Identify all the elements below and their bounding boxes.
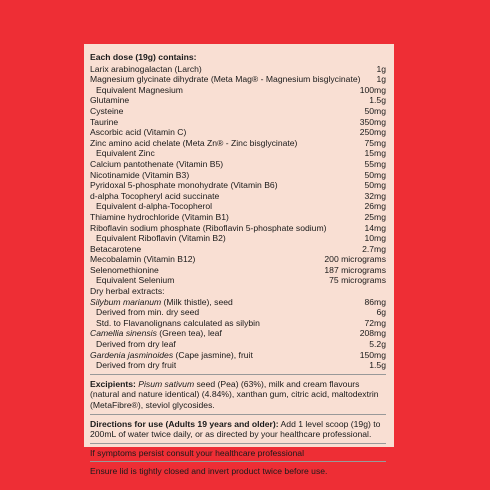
ingredient-amount: 1g: [376, 63, 386, 74]
ingredient-name: Equivalent Selenium: [96, 275, 175, 286]
ingredient-name: Equivalent Riboflavin (Vitamin B2): [96, 233, 226, 244]
ingredient-amount: 208mg: [359, 328, 386, 339]
ingredient-amount: 10mg: [364, 233, 386, 244]
excipients-italic: Pisum sativum: [138, 378, 195, 389]
storage-text: Ensure lid is tightly closed and invert product twice before use.: [90, 466, 328, 477]
ingredient-row: [90, 148, 386, 159]
ingredient-row: [90, 254, 386, 265]
ingredient-amount: 250mg: [359, 127, 386, 138]
divider: [90, 443, 386, 444]
ingredient-amount: 150mg: [359, 349, 386, 360]
ingredient-name: Zinc amino acid chelate (Meta Zn® - Zinc bisglycinate): [90, 137, 298, 148]
ingredient-name: d-alpha Tocopheryl acid succinate: [90, 190, 220, 201]
ingredient-name: Derived from dry leaf: [96, 339, 176, 350]
ingredient-common-name: (Milk thistle), seed: [161, 296, 233, 307]
ingredient-row: [90, 212, 386, 223]
ingredient-amount: 2.7mg: [362, 243, 386, 254]
directions-paragraph: [90, 419, 386, 440]
ingredient-amount: 1.5g: [369, 360, 386, 371]
divider: [90, 414, 386, 415]
ingredient-name: Derived from min. dry seed: [96, 307, 200, 318]
ingredient-row: [90, 201, 386, 212]
directions-text: Add 1 level scoop (19g) to 200mL of water twice daily, or as directed by your healthcare professional.: [90, 418, 381, 440]
ingredient-amount: 5.2g: [369, 339, 386, 350]
ingredient-row: [90, 233, 386, 244]
ingredient-row: [90, 350, 386, 361]
ingredient-name: Equivalent Magnesium: [96, 84, 183, 95]
ingredient-name: Calcium pantothenate (Vitamin B5): [90, 158, 224, 169]
divider: [90, 461, 386, 462]
ingredient-row: [90, 180, 386, 191]
ingredient-amount: 1.5g: [369, 95, 386, 106]
ingredient-amount: 6g: [376, 307, 386, 318]
ingredient-row: [90, 318, 386, 329]
ingredient-amount: 14mg: [364, 222, 386, 233]
ingredient-row: [90, 95, 386, 106]
ingredient-amount: 86mg: [364, 296, 386, 307]
ingredient-row: [90, 106, 386, 117]
ingredient-row: [90, 328, 386, 339]
ingredient-name: Taurine: [90, 116, 119, 127]
ingredient-common-name: (Cape jasmine), fruit: [173, 349, 253, 360]
ingredient-name: Magnesium glycinate dihydrate (Meta Mag® - Magnesium bisglycinate): [90, 74, 361, 85]
ingredient-name: Derived from dry fruit: [96, 360, 177, 371]
ingredient-name: Cysteine: [90, 105, 124, 116]
ingredient-row: [90, 127, 386, 138]
ingredient-latin-name: Gardenia jasminoides: [90, 349, 174, 360]
ingredient-row: [90, 307, 386, 318]
ingredient-amount: 72mg: [364, 317, 386, 328]
ingredient-amount: 75 micrograms: [329, 275, 386, 286]
ingredient-row: [90, 244, 386, 255]
ingredient-row: [90, 265, 386, 276]
warning-text: If symptoms persist consult your healthcare professional: [90, 447, 304, 458]
ingredient-name: [90, 350, 253, 361]
ingredient-row: [90, 339, 386, 350]
ingredient-common-name: (Green tea), leaf: [156, 328, 222, 339]
ingredient-row: [90, 64, 386, 75]
directions-label: Directions for use (Adults 19 years and older):: [90, 418, 279, 429]
ingredient-amount: 55mg: [364, 158, 386, 169]
ingredient-latin-name: Camellia sinensis: [90, 328, 157, 339]
ingredient-name: Equivalent d-alpha-Tocopherol: [96, 201, 213, 212]
ingredient-amount: 15mg: [364, 148, 386, 159]
ingredient-row: [90, 275, 386, 286]
ingredient-row: [90, 138, 386, 149]
ingredient-amount: 50mg: [364, 180, 386, 191]
ingredient-name: Nicotinamide (Vitamin B3): [90, 169, 190, 180]
ingredient-amount: 50mg: [364, 105, 386, 116]
ingredient-row: [90, 286, 386, 297]
ingredient-row: [90, 191, 386, 202]
ingredient-latin-name: Silybum marianum: [90, 296, 162, 307]
ingredient-name: Riboflavin sodium phosphate (Riboflavin 5-phosphate sodium): [90, 222, 327, 233]
excipients-label: Excipients:: [90, 378, 136, 389]
excipients-paragraph: [90, 379, 386, 411]
ingredient-row: [90, 117, 386, 128]
ingredient-amount: 200 micrograms: [324, 254, 386, 265]
ingredient-name: Larix arabinogalactan (Larch): [90, 63, 202, 74]
panel-heading: Each dose (19g) contains:: [90, 52, 197, 62]
ingredient-name: Glutamine: [90, 95, 130, 106]
ingredient-name: Dry herbal extracts:: [90, 286, 165, 297]
ingredient-name: Pyridoxal 5-phosphate monohydrate (Vitamin B6): [90, 180, 278, 191]
ingredient-amount: [382, 286, 386, 297]
ingredient-row: [90, 159, 386, 170]
ingredient-name: Selenomethionine: [90, 264, 159, 275]
ingredient-amount: 25mg: [364, 211, 386, 222]
ingredient-amount: 1g: [376, 74, 386, 85]
ingredient-name: Betacarotene: [90, 243, 142, 254]
ingredient-name: Equivalent Zinc: [96, 148, 155, 159]
ingredient-amount: 350mg: [359, 116, 386, 127]
ingredient-name: Mecobalamin (Vitamin B12): [90, 254, 196, 265]
ingredient-amount: 100mg: [359, 84, 386, 95]
ingredient-row: [90, 223, 386, 234]
ingredient-name: [90, 328, 222, 339]
ingredient-row: [90, 85, 386, 96]
ingredient-name: Thiamine hydrochloride (Vitamin B1): [90, 211, 229, 222]
ingredient-row: [90, 297, 386, 308]
divider: [90, 374, 386, 375]
ingredient-amount: 75mg: [364, 137, 386, 148]
ingredient-name: [90, 297, 233, 308]
ingredient-amount: 50mg: [364, 169, 386, 180]
supplement-facts-panel: [84, 44, 394, 477]
ingredient-row: [90, 170, 386, 181]
ingredient-name: Ascorbic acid (Vitamin C): [90, 127, 187, 138]
ingredient-row: [90, 360, 386, 371]
ingredient-amount: 187 micrograms: [324, 264, 386, 275]
ingredient-amount: 26mg: [364, 201, 386, 212]
ingredient-row: [90, 74, 386, 85]
ingredient-name: Std. to Flavanolignans calculated as silybin: [96, 317, 260, 328]
excipients-text-b: seed (Pea) (63%), milk and cream flavours (natural and nature identical) (4.84%), xanthan gum, citric acid, maltodextrin (MetaFibre®), steviol glycosides.: [90, 378, 379, 410]
ingredient-amount: 32mg: [364, 190, 386, 201]
ingredient-list: [90, 64, 386, 371]
